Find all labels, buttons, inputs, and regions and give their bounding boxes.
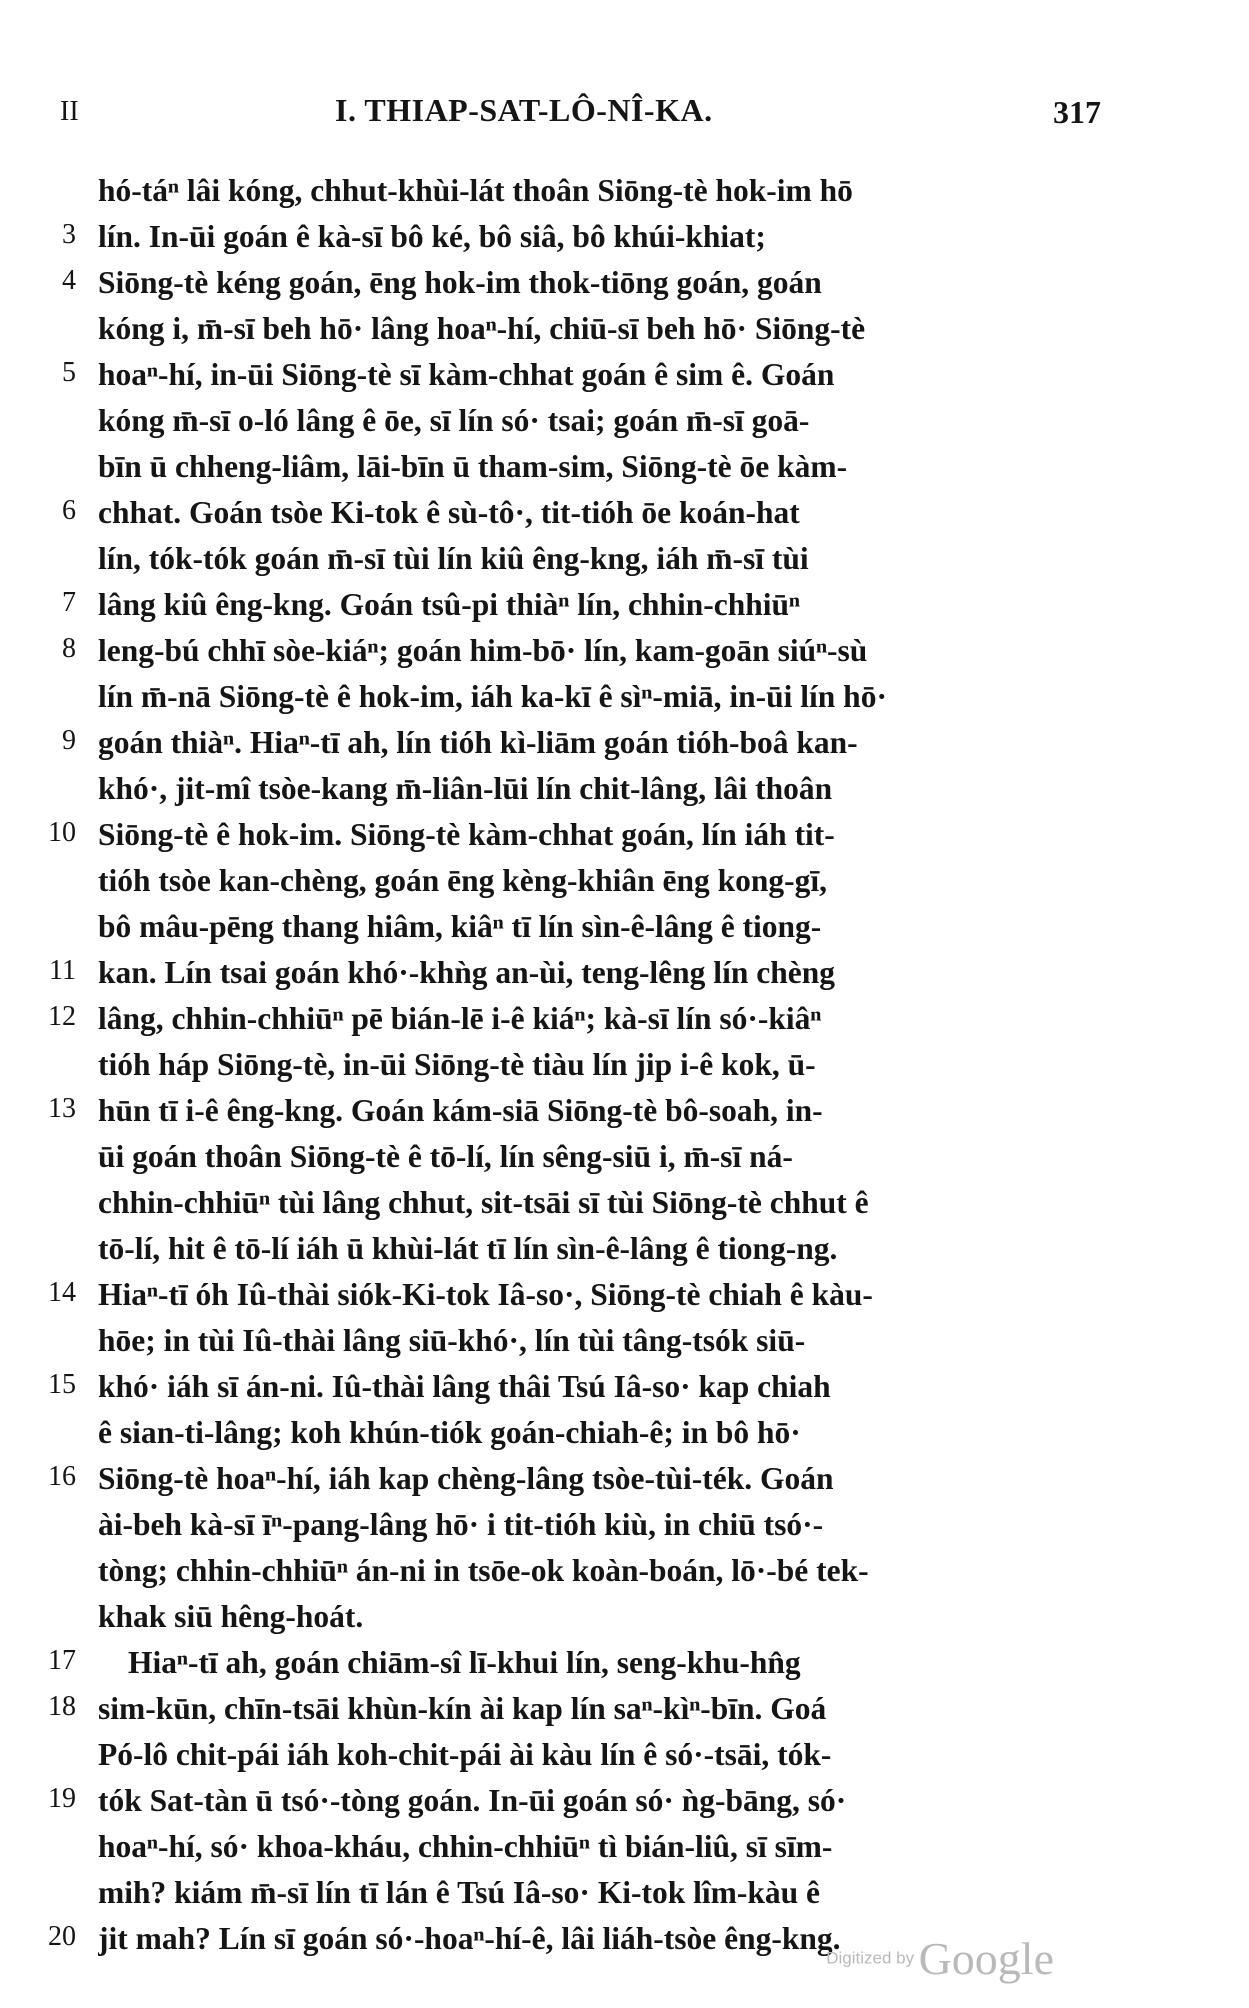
line-text: Hiaⁿ-tī óh Iû-thài siók-Ki-tok Iâ-so·, Siōng-tè chiah ê kàu- bbox=[98, 1277, 873, 1312]
text-line bbox=[0, 582, 1249, 628]
text-line bbox=[0, 904, 1249, 950]
text-line bbox=[0, 950, 1249, 996]
text-line bbox=[0, 1640, 1249, 1686]
line-text: lâng, chhin-chhiūⁿ pē bián-lē i-ê kiáⁿ; kà-sī lín só·-kiâⁿ bbox=[98, 1001, 822, 1036]
line-text: lín, tók-tók goán m̄-sī tùi lín kiû êng-kng, iáh m̄-sī tùi bbox=[98, 541, 809, 576]
line-text: chhin-chhiūⁿ tùi lâng chhut, sit-tsāi sī tùi Siōng-tè chhut ê bbox=[98, 1185, 869, 1220]
text-line bbox=[0, 1364, 1249, 1410]
text-line bbox=[0, 352, 1249, 398]
text-line bbox=[0, 1042, 1249, 1088]
verse-number: 15 bbox=[48, 1369, 76, 1400]
text-line bbox=[0, 1180, 1249, 1226]
text-line bbox=[0, 306, 1249, 352]
line-text: ài-beh kà-sī īⁿ-pang-lâng hō· i tit-tióh kiù, in chiū tsó·- bbox=[98, 1507, 824, 1542]
text-line bbox=[0, 766, 1249, 812]
line-text: khó·, jit-mî tsòe-kang m̄-liân-lūi lín chit-lâng, lâi thoân bbox=[98, 771, 833, 806]
line-text: hōe; in tùi Iû-thài lâng siū-khó·, lín tùi tâng-tsók siū- bbox=[98, 1323, 806, 1358]
line-text: bô mâu-pēng thang hiâm, kiâⁿ tī lín sìn-ê-lâng ê tiong- bbox=[98, 909, 822, 944]
text-line bbox=[0, 444, 1249, 490]
verse-number: 4 bbox=[62, 265, 76, 296]
line-text: tòng; chhin-chhiūⁿ án-ni in tsōe-ok koàn-boán, lō·-bé tek- bbox=[98, 1553, 869, 1588]
line-text: Siōng-tè ê hok-im. Siōng-tè kàm-chhat goán, lín iáh tit- bbox=[98, 817, 835, 852]
verse-number: 17 bbox=[48, 1645, 76, 1676]
line-text: Hiaⁿ-tī ah, goán chiām-sî lī-khui lín, seng-khu-hn̂g bbox=[128, 1645, 801, 1680]
verse-number: 7 bbox=[62, 587, 76, 618]
text-body bbox=[0, 168, 1249, 1962]
line-text: bīn ū chheng-liâm, lāi-bīn ū tham-sim, Siōng-tè ōe kàm- bbox=[98, 449, 848, 484]
line-text: hūn tī i-ê êng-kng. Goán kám-siā Siōng-tè bô-soah, in- bbox=[98, 1093, 823, 1128]
line-text: Pó-lô chit-pái iáh koh-chit-pái ài kàu lín ê só·-tsāi, tók- bbox=[98, 1737, 832, 1772]
line-text: ê sian-ti-lâng; koh khún-tiók goán-chiah-ê; in bô hō· bbox=[98, 1415, 801, 1450]
running-title: I. THIAP-SAT-LÔ-NÎ-KA. bbox=[335, 92, 713, 128]
line-text: hoaⁿ-hí, só· khoa-kháu, chhin-chhiūⁿ tì bián-liû, sī sīm- bbox=[98, 1829, 833, 1864]
text-line bbox=[0, 1272, 1249, 1318]
line-text: leng-bú chhī sòe-kiáⁿ; goán him-bō· lín, kam-goān siúⁿ-sù bbox=[98, 633, 868, 668]
text-line bbox=[0, 1594, 1249, 1640]
line-text: kóng i, m̄-sī beh hō· lâng hoaⁿ-hí, chiū-sī beh hō· Siōng-tè bbox=[98, 311, 866, 346]
text-line bbox=[0, 1088, 1249, 1134]
text-line bbox=[0, 1686, 1249, 1732]
google-logo: Google bbox=[918, 1933, 1054, 1984]
line-text: tióh tsòe kan-chèng, goán ēng kèng-khiân ēng kong-gī, bbox=[98, 863, 828, 898]
line-text: tók Sat-tàn ū tsó·-tòng goán. In-ūi goán só· ǹg-bāng, só· bbox=[98, 1783, 847, 1818]
line-text: ūi goán thoân Siōng-tè ê tō-lí, lín sêng-siū i, m̄-sī ná- bbox=[98, 1139, 793, 1174]
verse-number: 5 bbox=[62, 357, 76, 388]
verse-number: 10 bbox=[48, 817, 76, 848]
line-text: Siōng-tè kéng goán, ēng hok-im thok-tiōng goán, goán bbox=[98, 265, 822, 300]
text-line bbox=[0, 536, 1249, 582]
line-text: Siōng-tè hoaⁿ-hí, iáh kap chèng-lâng tsòe-tùi-ték. Goán bbox=[98, 1461, 834, 1496]
verse-number: 9 bbox=[62, 725, 76, 756]
line-text: sim-kūn, chīn-tsāi khùn-kín ài kap lín saⁿ-kìⁿ-bīn. Goá bbox=[98, 1691, 827, 1726]
line-text: hoaⁿ-hí, in-ūi Siōng-tè sī kàm-chhat goán ê sim ê. Goán bbox=[98, 357, 835, 392]
text-line bbox=[0, 1778, 1249, 1824]
line-text: goán thiàⁿ. Hiaⁿ-tī ah, lín tióh kì-liām goán tióh-boâ kan- bbox=[98, 725, 858, 760]
text-line bbox=[0, 720, 1249, 766]
text-line bbox=[0, 1732, 1249, 1778]
line-text: khó· iáh sī án-ni. Iû-thài lâng thâi Tsú Iâ-so· kap chiah bbox=[98, 1369, 831, 1404]
line-text: lín m̄-nā Siōng-tè ê hok-im, iáh ka-kī ê sìⁿ-miā, in-ūi lín hō· bbox=[98, 679, 887, 714]
line-text: lín. In-ūi goán ê kà-sī bô ké, bô siâ, bô khúi-khiat; bbox=[98, 219, 766, 254]
text-line bbox=[0, 858, 1249, 904]
verse-number: 6 bbox=[62, 495, 76, 526]
text-line bbox=[0, 168, 1249, 214]
line-text: lâng kiû êng-kng. Goán tsû-pi thiàⁿ lín, chhin-chhiūⁿ bbox=[98, 587, 801, 622]
text-line bbox=[0, 1226, 1249, 1272]
text-line bbox=[0, 1318, 1249, 1364]
text-line bbox=[0, 214, 1249, 260]
line-text: chhat. Goán tsòe Ki-tok ê sù-tô·, tit-tióh ōe koán-hat bbox=[98, 495, 800, 530]
line-text: tō-lí, hit ê tō-lí iáh ū khùi-lát tī lín sìn-ê-lâng ê tiong-ng. bbox=[98, 1231, 838, 1266]
text-line bbox=[0, 1410, 1249, 1456]
line-text: tióh háp Siōng-tè, in-ūi Siōng-tè tiàu lín jip i-ê kok, ū- bbox=[98, 1047, 816, 1082]
text-line bbox=[0, 1456, 1249, 1502]
verse-number: 20 bbox=[48, 1921, 76, 1952]
verse-number: 19 bbox=[48, 1783, 76, 1814]
text-line bbox=[0, 1870, 1249, 1916]
line-text: jit mah? Lín sī goán só·-hoaⁿ-hí-ê, lâi liáh-tsòe êng-kng. bbox=[98, 1921, 841, 1956]
digitized-by-google-watermark bbox=[826, 1932, 1054, 1985]
verse-number: 18 bbox=[48, 1691, 76, 1722]
text-line bbox=[0, 812, 1249, 858]
section-marker: II bbox=[60, 96, 79, 127]
verse-number: 16 bbox=[48, 1461, 76, 1492]
verse-number: 11 bbox=[49, 955, 76, 986]
line-text: kan. Lín tsai goán khó·-khǹg an-ùi, teng-lêng lín chèng bbox=[98, 955, 835, 990]
verse-number: 12 bbox=[48, 1001, 76, 1032]
text-line bbox=[0, 628, 1249, 674]
text-line bbox=[0, 1134, 1249, 1180]
text-line bbox=[0, 1824, 1249, 1870]
text-line bbox=[0, 1502, 1249, 1548]
text-line bbox=[0, 1548, 1249, 1594]
verse-number: 13 bbox=[48, 1093, 76, 1124]
line-text: kóng m̄-sī o-ló lâng ê ōe, sī lín só· tsai; goán m̄-sī goā- bbox=[98, 403, 810, 438]
page-number: 317 bbox=[1053, 94, 1101, 130]
line-text: hó-táⁿ lâi kóng, chhut-khùi-lát thoân Siōng-tè hok-im hō bbox=[98, 173, 853, 208]
text-line bbox=[0, 398, 1249, 444]
text-line bbox=[0, 674, 1249, 720]
verse-number: 8 bbox=[62, 633, 76, 664]
text-line bbox=[0, 490, 1249, 536]
line-text: mih? kiám m̄-sī lín tī lán ê Tsú Iâ-so· Ki-tok lîm-kàu ê bbox=[98, 1875, 820, 1910]
text-line bbox=[0, 260, 1249, 306]
watermark-prefix: Digitized by bbox=[826, 1948, 915, 1968]
text-line bbox=[0, 1916, 1249, 1962]
page-header bbox=[0, 92, 1249, 142]
verse-number: 3 bbox=[62, 219, 76, 250]
text-line bbox=[0, 996, 1249, 1042]
line-text: khak siū hêng-hoát. bbox=[98, 1599, 364, 1634]
verse-number: 14 bbox=[48, 1277, 76, 1308]
